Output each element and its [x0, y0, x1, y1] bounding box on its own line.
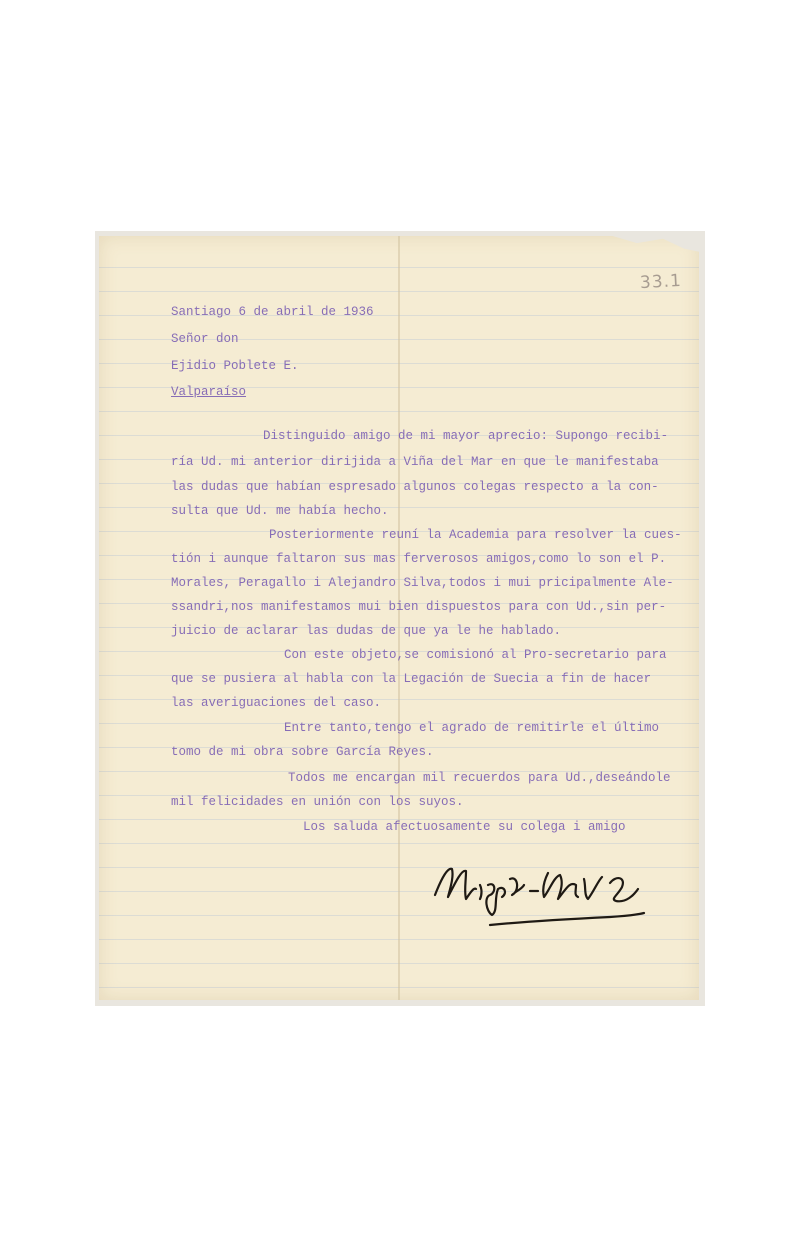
- body-line: Distinguido amigo de mi mayor aprecio: Supongo recibi-: [263, 429, 669, 443]
- body-line: ssandri,nos manifestamos mui bien dispuestos para con Ud.,sin per-: [171, 600, 667, 614]
- body-line: sulta que Ud. me había hecho.: [171, 504, 389, 518]
- body-line: que se pusiera al habla con la Legación de Suecia a fin de hacer: [171, 672, 652, 686]
- body-line: Todos me encargan mil recuerdos para Ud.,deseándole: [288, 771, 671, 785]
- body-line: las averiguaciones del caso.: [171, 696, 382, 710]
- body-line: las dudas que habían espresado algunos colegas respecto a la con-: [171, 480, 659, 494]
- closing-line: Los saluda afectuosamente su colega i amigo: [303, 820, 626, 834]
- archive-number: 33.1: [639, 270, 683, 294]
- body-line: mil felicidades en unión con los suyos.: [171, 795, 464, 809]
- body-line: tión i aunque faltaron sus mas ferverosos amigos,como lo son el P.: [171, 552, 667, 566]
- handwritten-signature: [430, 855, 670, 930]
- salutation-line-2: Ejidio Poblete E.: [171, 359, 299, 373]
- body-line: Posteriormente reuní la Academia para resolver la cues-: [269, 528, 682, 542]
- body-line: Con este objeto,se comisionó al Pro-secretario para: [284, 648, 667, 662]
- body-line: juicio de aclarar las dudas de que ya le he hablado.: [171, 624, 562, 638]
- salutation-line-1: Señor don: [171, 332, 239, 346]
- salutation-line-3: Valparaíso: [171, 385, 247, 399]
- body-line: Morales, Peragallo i Alejandro Silva,todos i mui pricipalmente Ale-: [171, 576, 674, 590]
- body-line: Entre tanto,tengo el agrado de remitirle el último: [284, 721, 660, 735]
- body-line: ría Ud. mi anterior dirijida a Viña del Mar en que le manifestaba: [171, 455, 659, 469]
- body-line: tomo de mi obra sobre García Reyes.: [171, 745, 434, 759]
- date-line: Santiago 6 de abril de 1936: [171, 305, 374, 319]
